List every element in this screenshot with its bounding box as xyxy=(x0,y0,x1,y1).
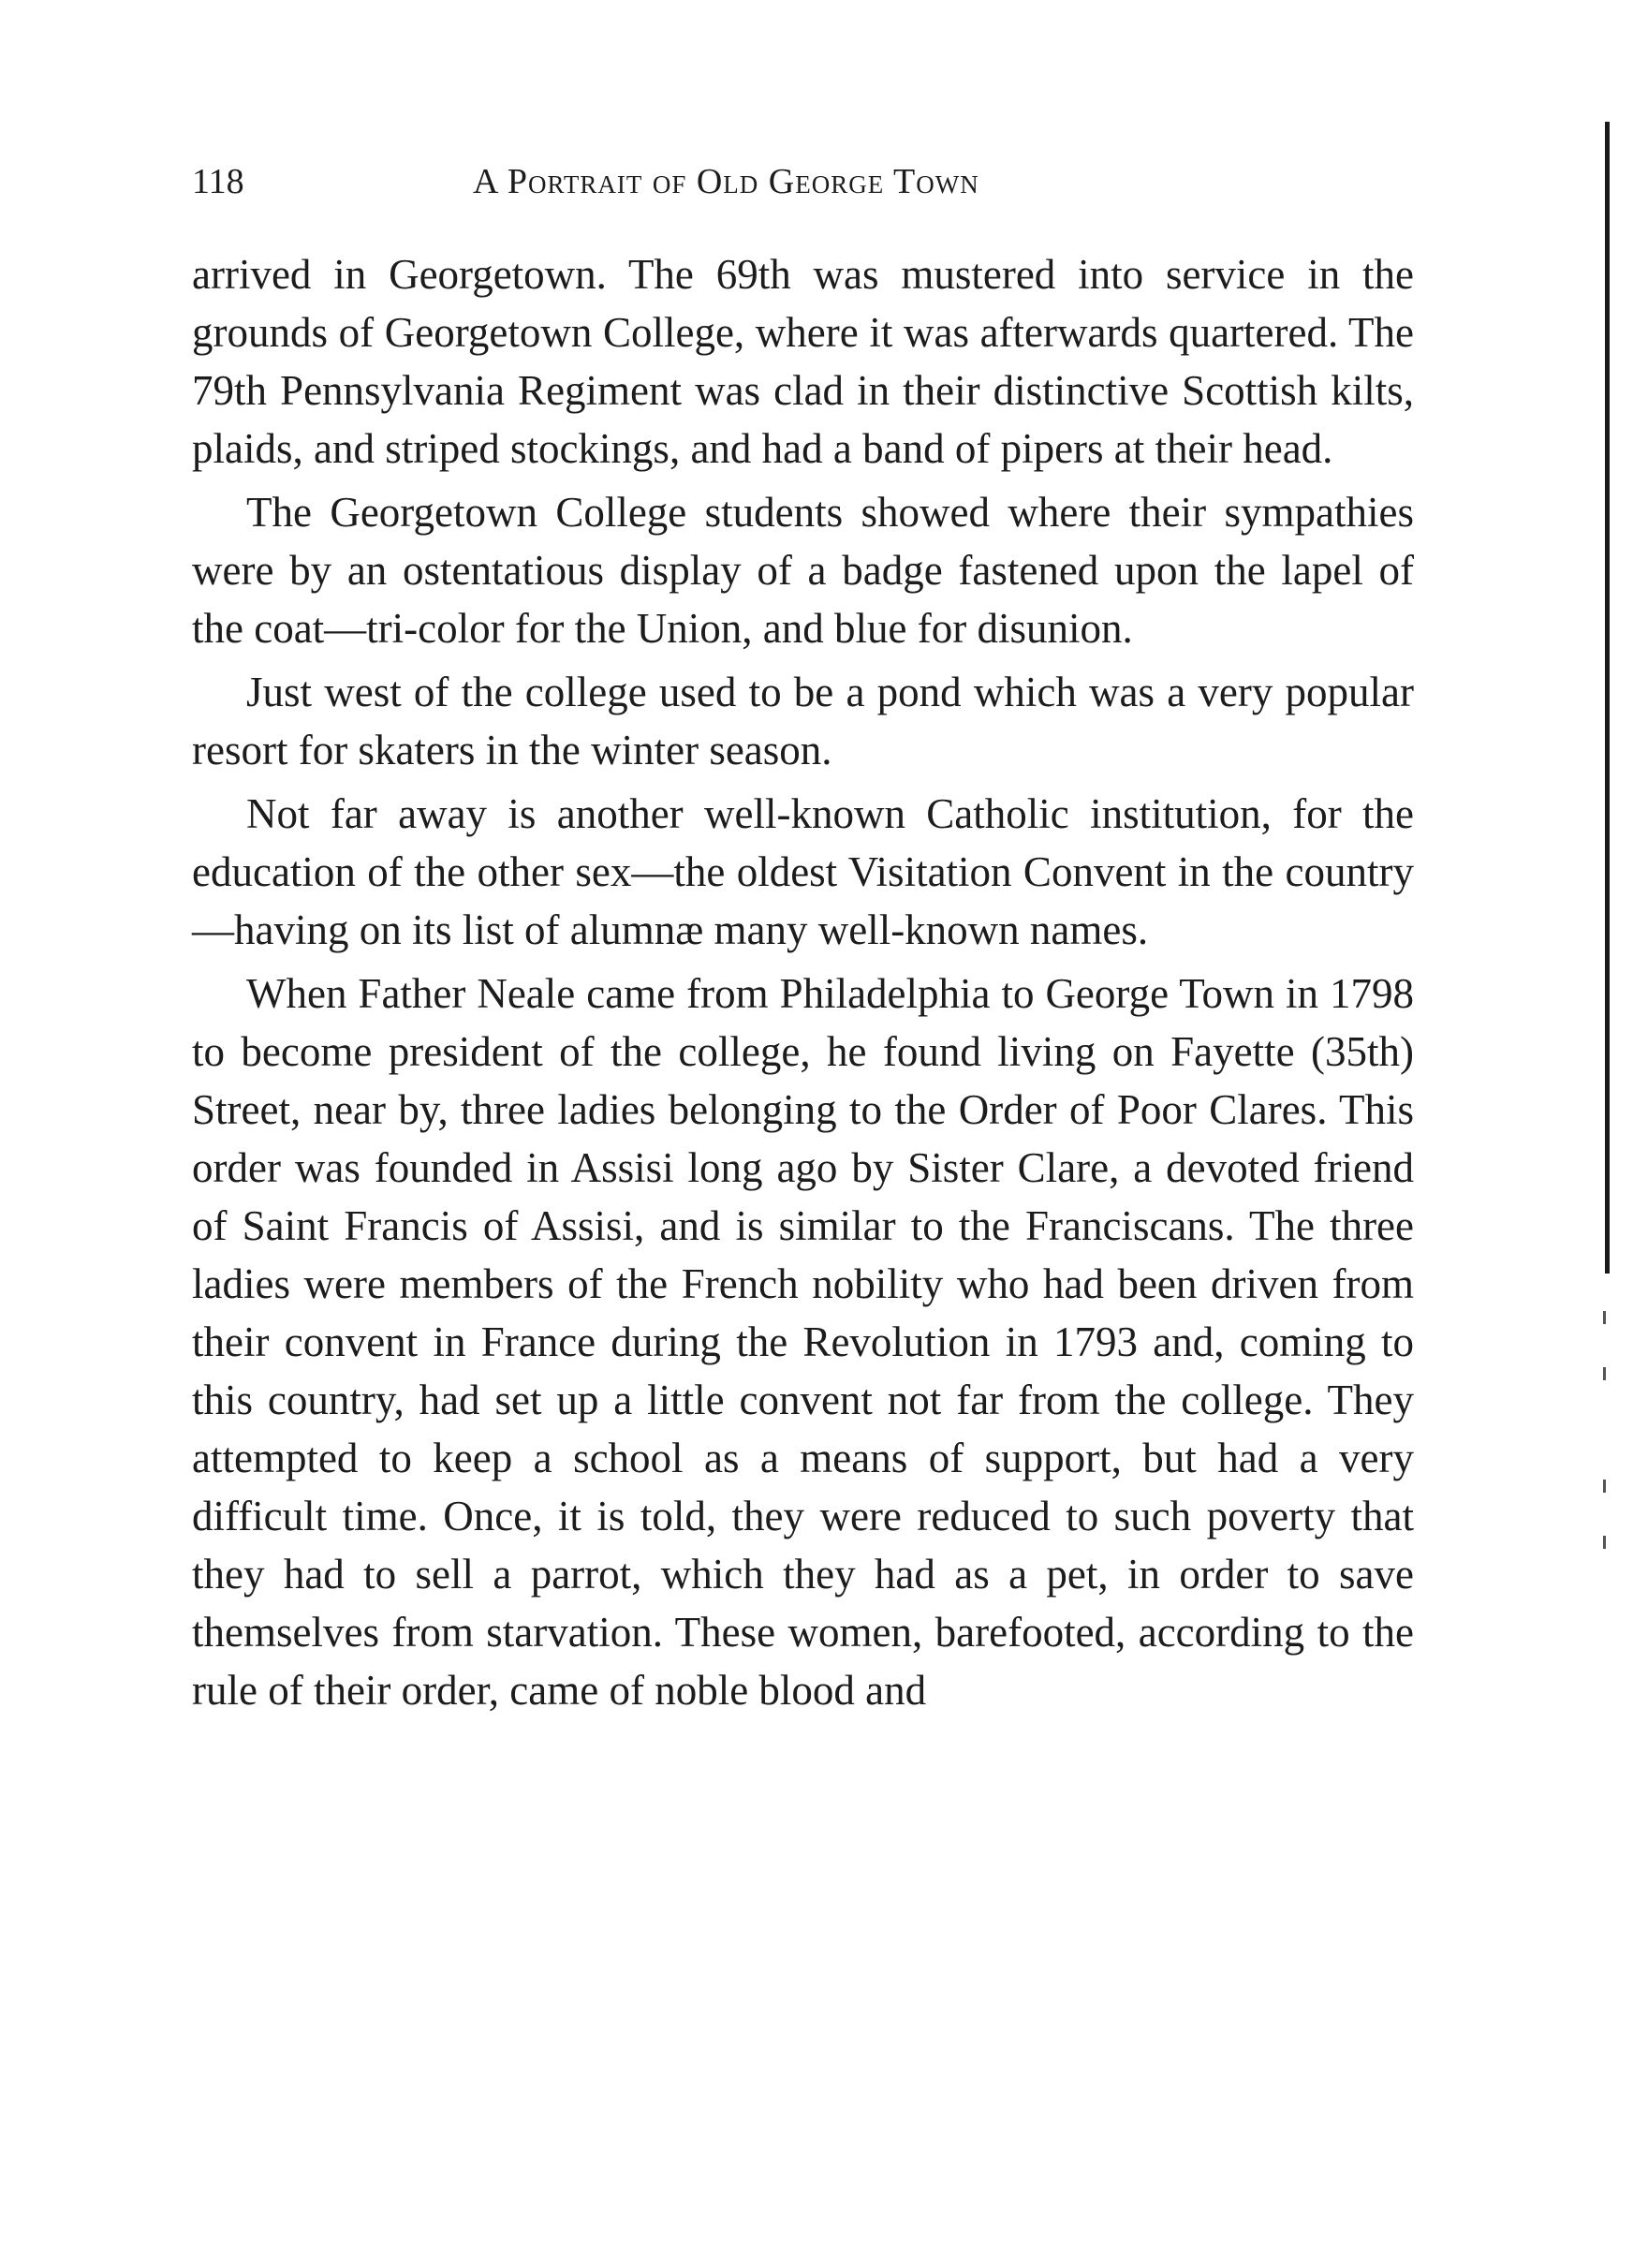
paragraph-2: The Georgetown College students showed where their sympathies were by an ostentatious display of a badge fastened upon the lapel of the coat—tri-color for the Union, and blue for disunion. xyxy=(192,489,1414,652)
scan-speck xyxy=(1603,1311,1606,1324)
binding-edge-line xyxy=(1605,122,1610,1274)
body-text xyxy=(192,245,1414,1725)
page-header xyxy=(192,161,1409,214)
running-title: A Portrait of Old George Town xyxy=(473,162,979,201)
scan-speck xyxy=(1603,1536,1606,1549)
scan-speck xyxy=(1603,1367,1606,1380)
paragraph-3: Just west of the college used to be a pond which was a very popular resort for skaters in the winter season. xyxy=(192,669,1414,773)
paragraph-5: When Father Neale came from Philadelphia to George Town in 1798 to become president of the college, he found living on Fayette (35th) Street, near by, three ladies belonging to the Order of Poor Clares. This order was founded in Assisi long ago by Sister Clare, a devoted friend of Saint Francis of Assisi, and is similar to the Franciscans. The three ladies were members of the French nobility who had been driven from their convent in France during the Revolution in 1793 and, coming to this country, had set up a little convent not far from the college. They attempted to keep a school as a means of support, but had a very difficult time. Once, it is told, they were reduced to such poverty that they had to sell a parrot, which they had as a pet, in order to save themselves from starvation. These women, barefooted, according to the rule of their order, came of noble blood and xyxy=(192,970,1414,1714)
paragraph-1: arrived in Georgetown. The 69th was mustered into service in the grounds of Georgetown College, where it was afterwards quartered. The 79th Pennsylvania Regiment was clad in their distinctive Scottish kilts, plaids, and striped stockings, and had a band of pipers at their head. xyxy=(192,251,1414,472)
paragraph-4: Not far away is another well-known Catholic institution, for the education of the other sex—the oldest Visitation Convent in the country—having on its list of alumnæ many well-known names. xyxy=(192,790,1414,953)
page-number: 118 xyxy=(192,162,244,201)
scan-speck xyxy=(1603,1480,1606,1493)
